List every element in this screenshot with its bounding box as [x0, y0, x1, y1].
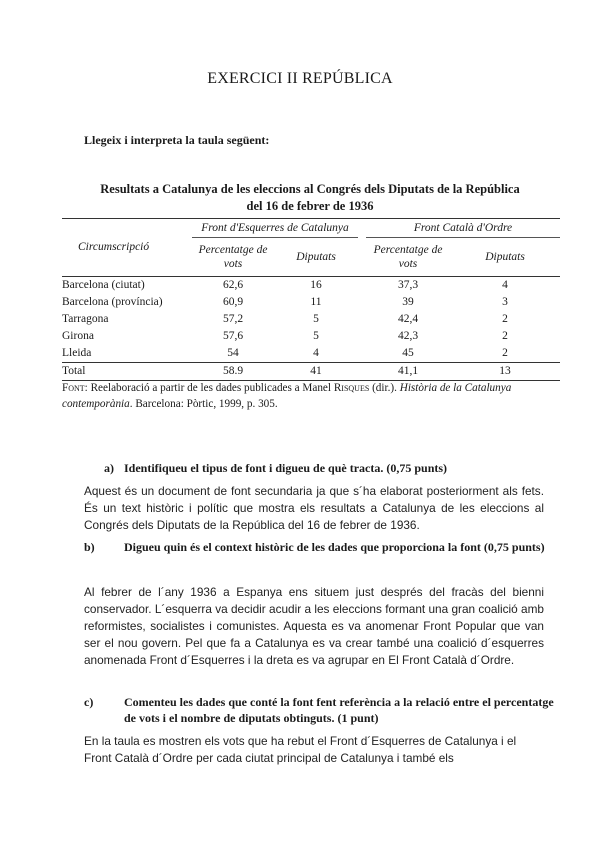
col-circumscripcio: Circumscripció: [62, 238, 192, 277]
table-caption-line1: Resultats a Catalunya de les eleccions al Congrés dels Diputats de la República: [100, 182, 520, 196]
source-book: Història de la Catalunya contemporània: [62, 382, 512, 410]
group-front-esquerres: Front d'Esquerres de Catalunya: [192, 219, 358, 238]
col-pct-2: Percentatge de vots: [366, 238, 450, 277]
col-dip-2: Diputats: [450, 238, 560, 277]
question-c-answer: En la taula es mostren els vots que ha rebut el Front d´Esquerres de Catalunya i el Front Català d´Ordre per cada ciutat principal de Catalunya i també els: [84, 734, 517, 765]
source-author: Risques: [333, 382, 370, 394]
table-group-header: [62, 219, 560, 238]
question-a-answer: Aquest és un document de font secundaria ja que s´ha elaborat posteriorment als fets. És un text històric i polític que mostra els resultats a Catalunya de les eleccions al Congrés dels Diputats de la República del 16 de febrer de 1936.: [84, 484, 544, 532]
table-total-row: Total 58.9 41 41,1 13: [62, 362, 560, 380]
table-row: Barcelona (província) 60,9 11 39 3: [62, 296, 508, 308]
table-caption-line2: del 16 de febrer de 1936: [246, 199, 374, 213]
page-title: EXERCICI II REPÚBLICA: [207, 70, 393, 87]
col-dip-1: Diputats: [274, 238, 358, 277]
table-row: Girona 57,6 5 42,3 2: [62, 330, 508, 342]
table-row: Barcelona (ciutat) 62,6 16 37,3 4: [62, 279, 508, 291]
question-a-heading: a) Identifiqueu el tipus de font i digueu de què tracta. (0,75 punts): [104, 461, 448, 475]
source-label: Font: [62, 382, 85, 394]
group-front-ordre: Front Català d'Ordre: [366, 219, 560, 238]
question-c-heading: c) Comenteu les dades que conté la font fent referència a la relació entre el percentatge de vots i el nombre de diputats obtinguts. (1 punt): [84, 695, 554, 725]
table-column-header: [62, 238, 560, 277]
question-b-answer: Al febrer de l´any 1936 a Espanya ens situem just després del fracàs del bienni conservador. L´esquerra va decidir acudir a les eleccions formant una gran coalició amb reformistes, socialistes i comunistes. Aquesta es va anomenar Front Popular que van ser el nou govern. Pel que fa a Catalunya es va crear també una coalició d´esquerres anomenada Front d´Esquerres i la dreta es va agrupar en El Front Català d´Ordre.: [84, 585, 544, 667]
table-row: Lleida 54 4 45 2: [62, 345, 560, 363]
table-source: Font: Reelaboració a partir de les dades publicades a Manel Risques (dir.). Història de la Catalunya contemporània. Barcelona: Pòrtic, 1999, p. 305.: [62, 382, 512, 410]
table-row: Tarragona 57,2 5 42,4 2: [62, 313, 508, 325]
question-b-heading: b) Digueu quin és el context històric de les dades que proporciona la font (0,75 punts): [84, 540, 545, 554]
col-pct-1: Percentatge de vots: [192, 238, 274, 277]
instruction: Llegeix i interpreta la taula següent:: [84, 133, 270, 147]
results-table: [62, 218, 560, 381]
